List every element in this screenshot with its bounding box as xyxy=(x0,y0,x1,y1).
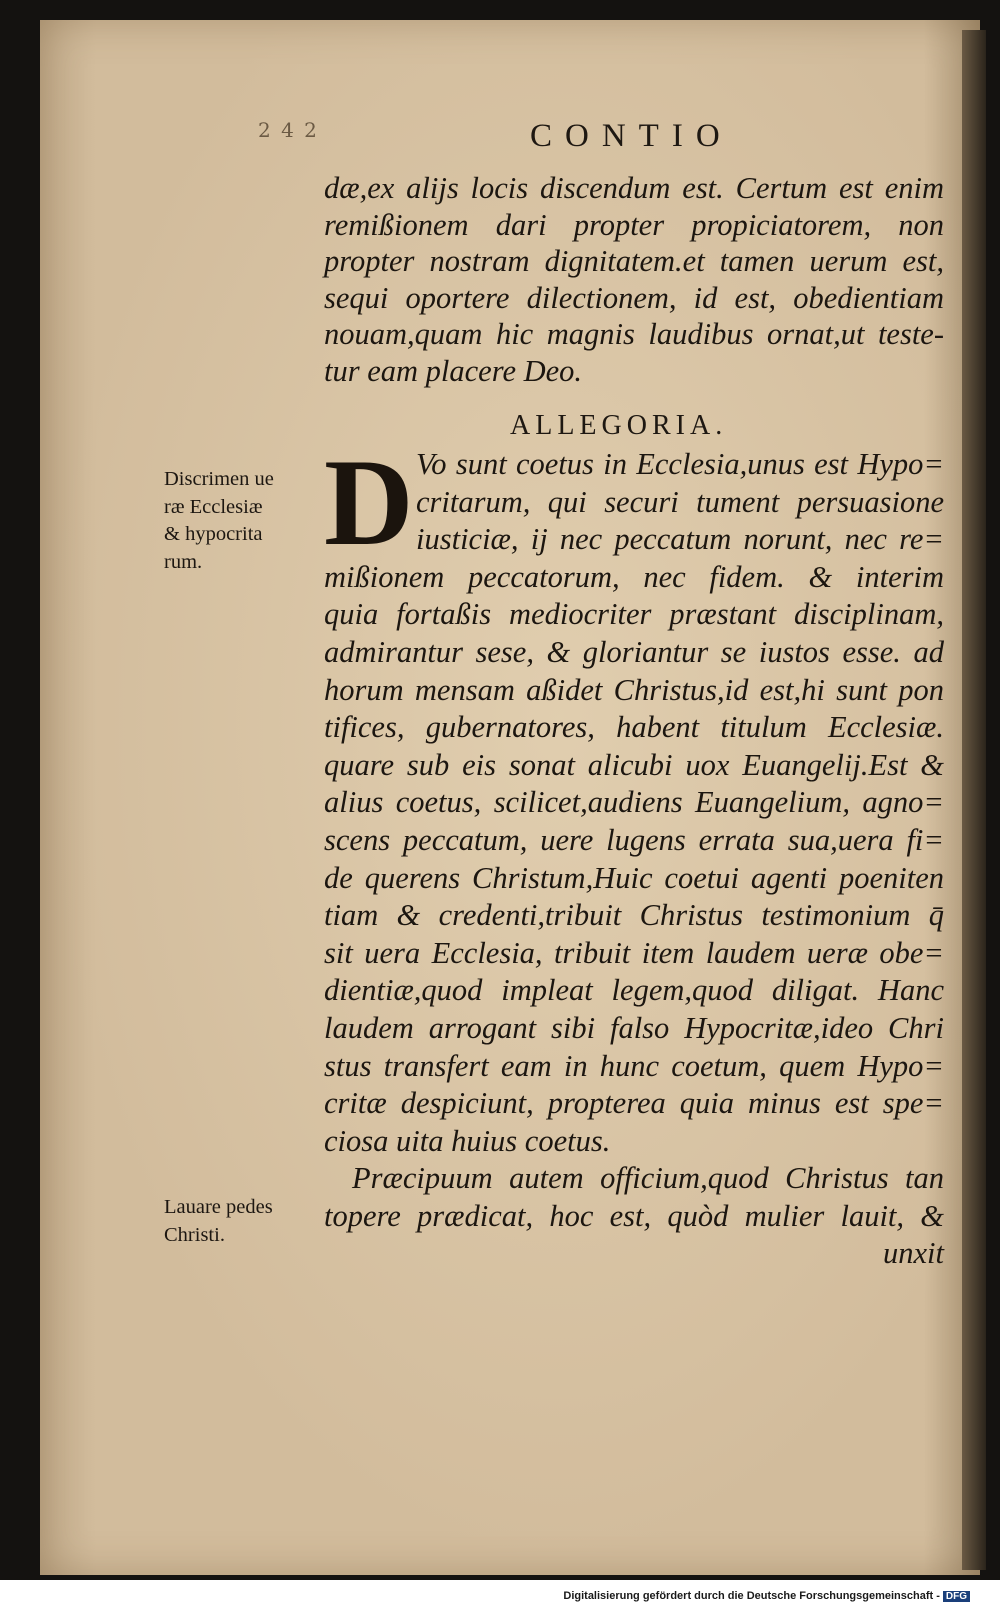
text-line: tifices, gubernatores, habent titulum Ecclesiæ. xyxy=(324,710,944,745)
text-line: iusticiæ, ij nec peccatum norunt, nec re= xyxy=(416,522,944,557)
text-line: ciosa uita huius coetus. xyxy=(324,1123,611,1158)
page-number: 2 4 2 xyxy=(258,118,319,142)
margin-note-discrimen xyxy=(164,466,314,576)
margin-note-lauare xyxy=(164,1194,314,1249)
page-edge-shadow xyxy=(962,30,986,1570)
text-line: quare sub eis sonat alicubi uox Euangelij.Est & xyxy=(324,747,944,782)
text-line: critarum, qui securi tument persuasione xyxy=(416,484,944,519)
text-line: scens peccatum, uere lugens errata sua,uera fi= xyxy=(324,822,944,857)
note-line: Discrimen ue xyxy=(164,468,274,490)
text-line: dæ,ex alijs locis discendum est. Certum est enim xyxy=(324,171,944,205)
text-line: sequi oportere dilectionem, id est, obedientiam xyxy=(324,280,944,315)
paragraph-1 xyxy=(324,170,944,390)
text-line: nouam,quam hic magnis laudibus ornat,ut teste- xyxy=(324,317,944,352)
text-line: tur eam placere Deo. xyxy=(324,353,583,388)
text-line: stus transfert eam in hunc coetum, quem Hypo= xyxy=(324,1048,944,1083)
text-line: dientiæ,quod impleat legem,quod diligat. Hanc xyxy=(324,973,944,1008)
text-line: topere prædicat, hoc est, quòd mulier lauit, & xyxy=(324,1198,944,1233)
note-line: rum. xyxy=(164,550,203,573)
text-line: alius coetus, scilicet,audiens Euangelium, agno= xyxy=(324,785,944,820)
drop-cap: D xyxy=(324,434,414,571)
catchword: unxit xyxy=(883,1236,944,1271)
text-line: remißionem dari propter propiciatorem, non xyxy=(324,207,944,242)
paragraph-2 xyxy=(324,434,944,1273)
note-line: ræ Ecclesiæ xyxy=(164,495,263,518)
text-line: Vo sunt coetus in Ecclesia,unus est Hypo= xyxy=(416,447,944,481)
digitization-credit xyxy=(563,1590,970,1602)
text-line: admirantur sese, & gloriantur se iustos esse. ad xyxy=(324,634,944,669)
dfg-logo: DFG xyxy=(943,1591,970,1602)
text-line: tiam & credenti,tribuit Christus testimonium q̄ xyxy=(324,898,944,933)
text-line: laudem arrogant sibi falso Hypocritæ,ideo Chri xyxy=(324,1010,944,1045)
running-head: CONTIO xyxy=(530,118,733,154)
text-line: mißionem peccatorum, nec fidem. & interim xyxy=(324,559,944,594)
note-line: Lauare pedes xyxy=(164,1196,273,1218)
text-line: quia fortaßis mediocriter præstant disciplinam, xyxy=(324,597,944,632)
text-line: propter nostram dignitatem.et tamen uerum est, xyxy=(324,244,944,279)
section-title: ALLEGORIA. xyxy=(510,410,728,441)
note-line: Christi. xyxy=(164,1223,225,1246)
note-line: & hypocrita xyxy=(164,523,263,545)
credit-text: Digitalisierung gefördert durch die Deutsche Forschungsgemeinschaft - xyxy=(563,1590,940,1602)
text-line: Præcipuum autem officium,quod Christus tan xyxy=(352,1161,944,1196)
text-line: horum mensam aßidet Christus,id est,hi sunt pon xyxy=(324,672,944,707)
text-line: sit uera Ecclesia, tribuit item laudem ueræ obe= xyxy=(324,935,944,970)
text-line: critæ despiciunt, propterea quia minus est spe= xyxy=(324,1086,944,1121)
text-line: de querens Christum,Huic coetui agenti poeniten xyxy=(324,860,944,895)
